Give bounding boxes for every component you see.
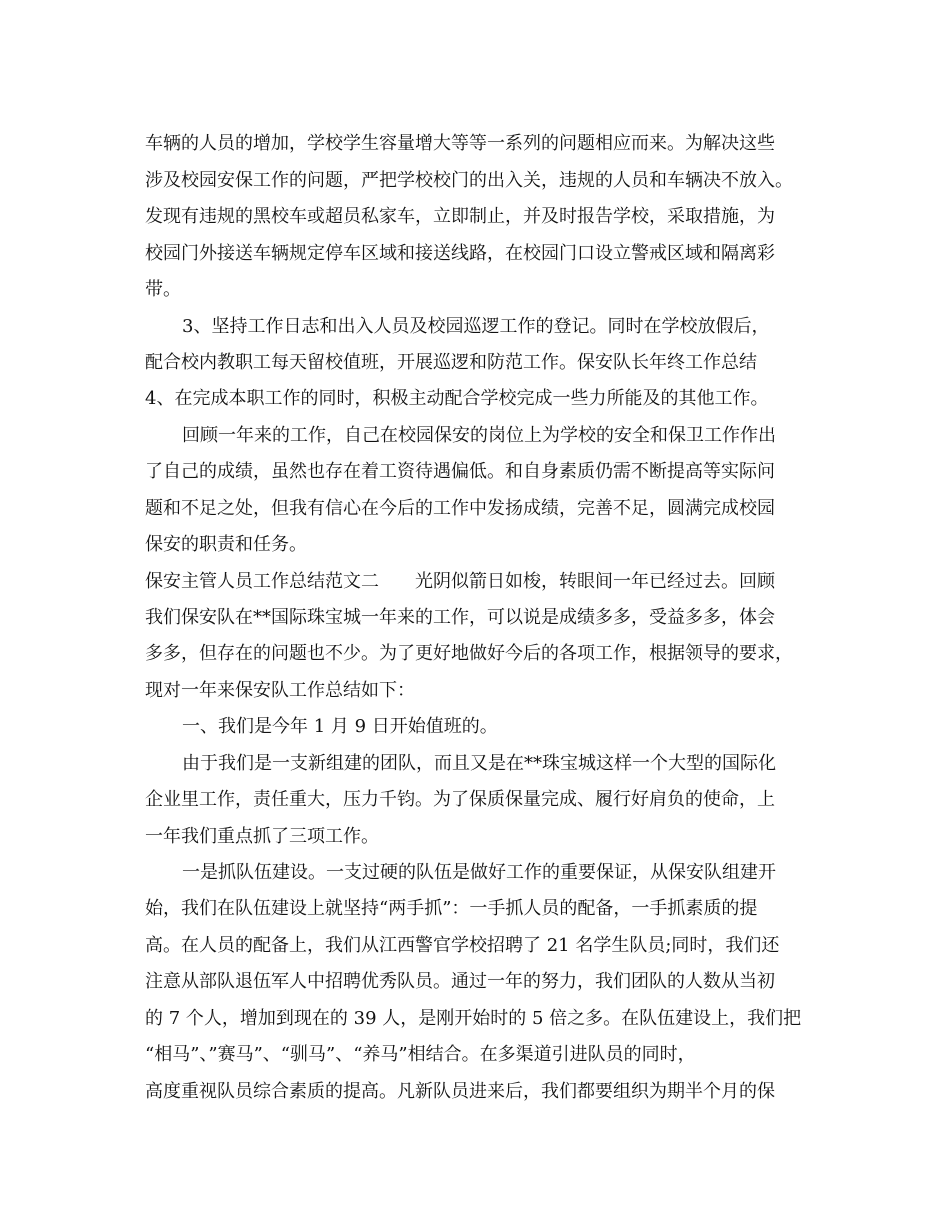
text-line: 的 7 个人，增加到现在的 39 人，是刚开始时的 5 倍之多。在队伍建设上，我们把 [145,1008,802,1029]
text-line: 一、我们是今年 1 月 9 日开始值班的。 [182,716,498,737]
text-line: 车辆的人员的增加，学校学生容量增大等等一系列的问题相应而来。为解决这些 [145,133,775,154]
text-line: 一是抓队伍建设。一支过硬的队伍是做好工作的重要保证，从保安队组建开 [182,862,776,883]
text-line: 现对一年来保安队工作总结如下： [145,680,415,701]
text-line: 注意从部队退伍军人中招聘优秀队员。通过一年的努力，我们团队的人数从当初 [145,971,775,992]
text-line: 高度重视队员综合素质的提高。凡新队员进来后，我们都要组织为期半个月的保 [145,1081,775,1102]
text-line: 校园门外接送车辆规定停车区域和接送线路，在校园门口设立警戒区域和隔离彩 [145,243,775,264]
text-line: 高。在人员的配备上，我们从江西警官学校招聘了 21 名学生队员;同时，我们还 [145,935,780,956]
text-line: “相马”、”赛马”、“驯马”、“养马”相结合。在多渠道引进队员的同时， [145,1044,696,1065]
text-line: 3、坚持工作日志和出入人员及校园巡逻工作的登记。同时在学校放假后， [182,316,770,337]
text-line: 题和不足之处，但我有信心在今后的工作中发扬成绩，完善不足，圆满完成校园 [145,498,775,519]
text-line: 我们保安队在**国际珠宝城一年来的工作，可以说是成绩多多，受益多多，体会 [145,607,775,628]
text-line: 4、在完成本职工作的同时，积极主动配合学校完成一些力所能及的其他工作。 [145,388,769,409]
text-line: 发现有违规的黑校车或超员私家车，立即制止，并及时报告学校，采取措施，为 [145,206,775,227]
text-line: 回顾一年来的工作，自己在校园保安的岗位上为学校的安全和保卫工作作出 [182,425,776,446]
text-line: 保安主管人员工作总结范文二 光阴似箭日如梭，转眼间一年已经过去。回顾 [145,571,775,592]
text-line: 保安的职责和任务。 [145,534,307,555]
text-line: 多多，但存在的问题也不少。为了更好地做好今后的各项工作，根据领导的要求， [145,643,793,664]
text-line: 一年我们重点抓了三项工作。 [145,826,379,847]
text-line: 带。 [145,279,181,300]
text-line: 了自己的成绩，虽然也存在着工资待遇偏低。和自身素质仍需不断提高等实际问 [145,461,775,482]
text-line: 由于我们是一支新组建的团队，而且又是在**珠宝城这样一个大型的国际化 [182,753,776,774]
text-line: 企业里工作，责任重大，压力千钧。为了保质保量完成、履行好肩负的使命，上 [145,789,775,810]
text-line: 始，我们在队伍建设上就坚持“两手抓”：一手抓人员的配备，一手抓素质的提 [145,898,758,919]
text-line: 涉及校园安保工作的问题，严把学校校门的出入关，违规的人员和车辆决不放入。 [145,170,793,191]
text-line: 配合校内教职工每天留校值班，开展巡逻和防范工作。保安队长年终工作总结 [145,352,757,373]
